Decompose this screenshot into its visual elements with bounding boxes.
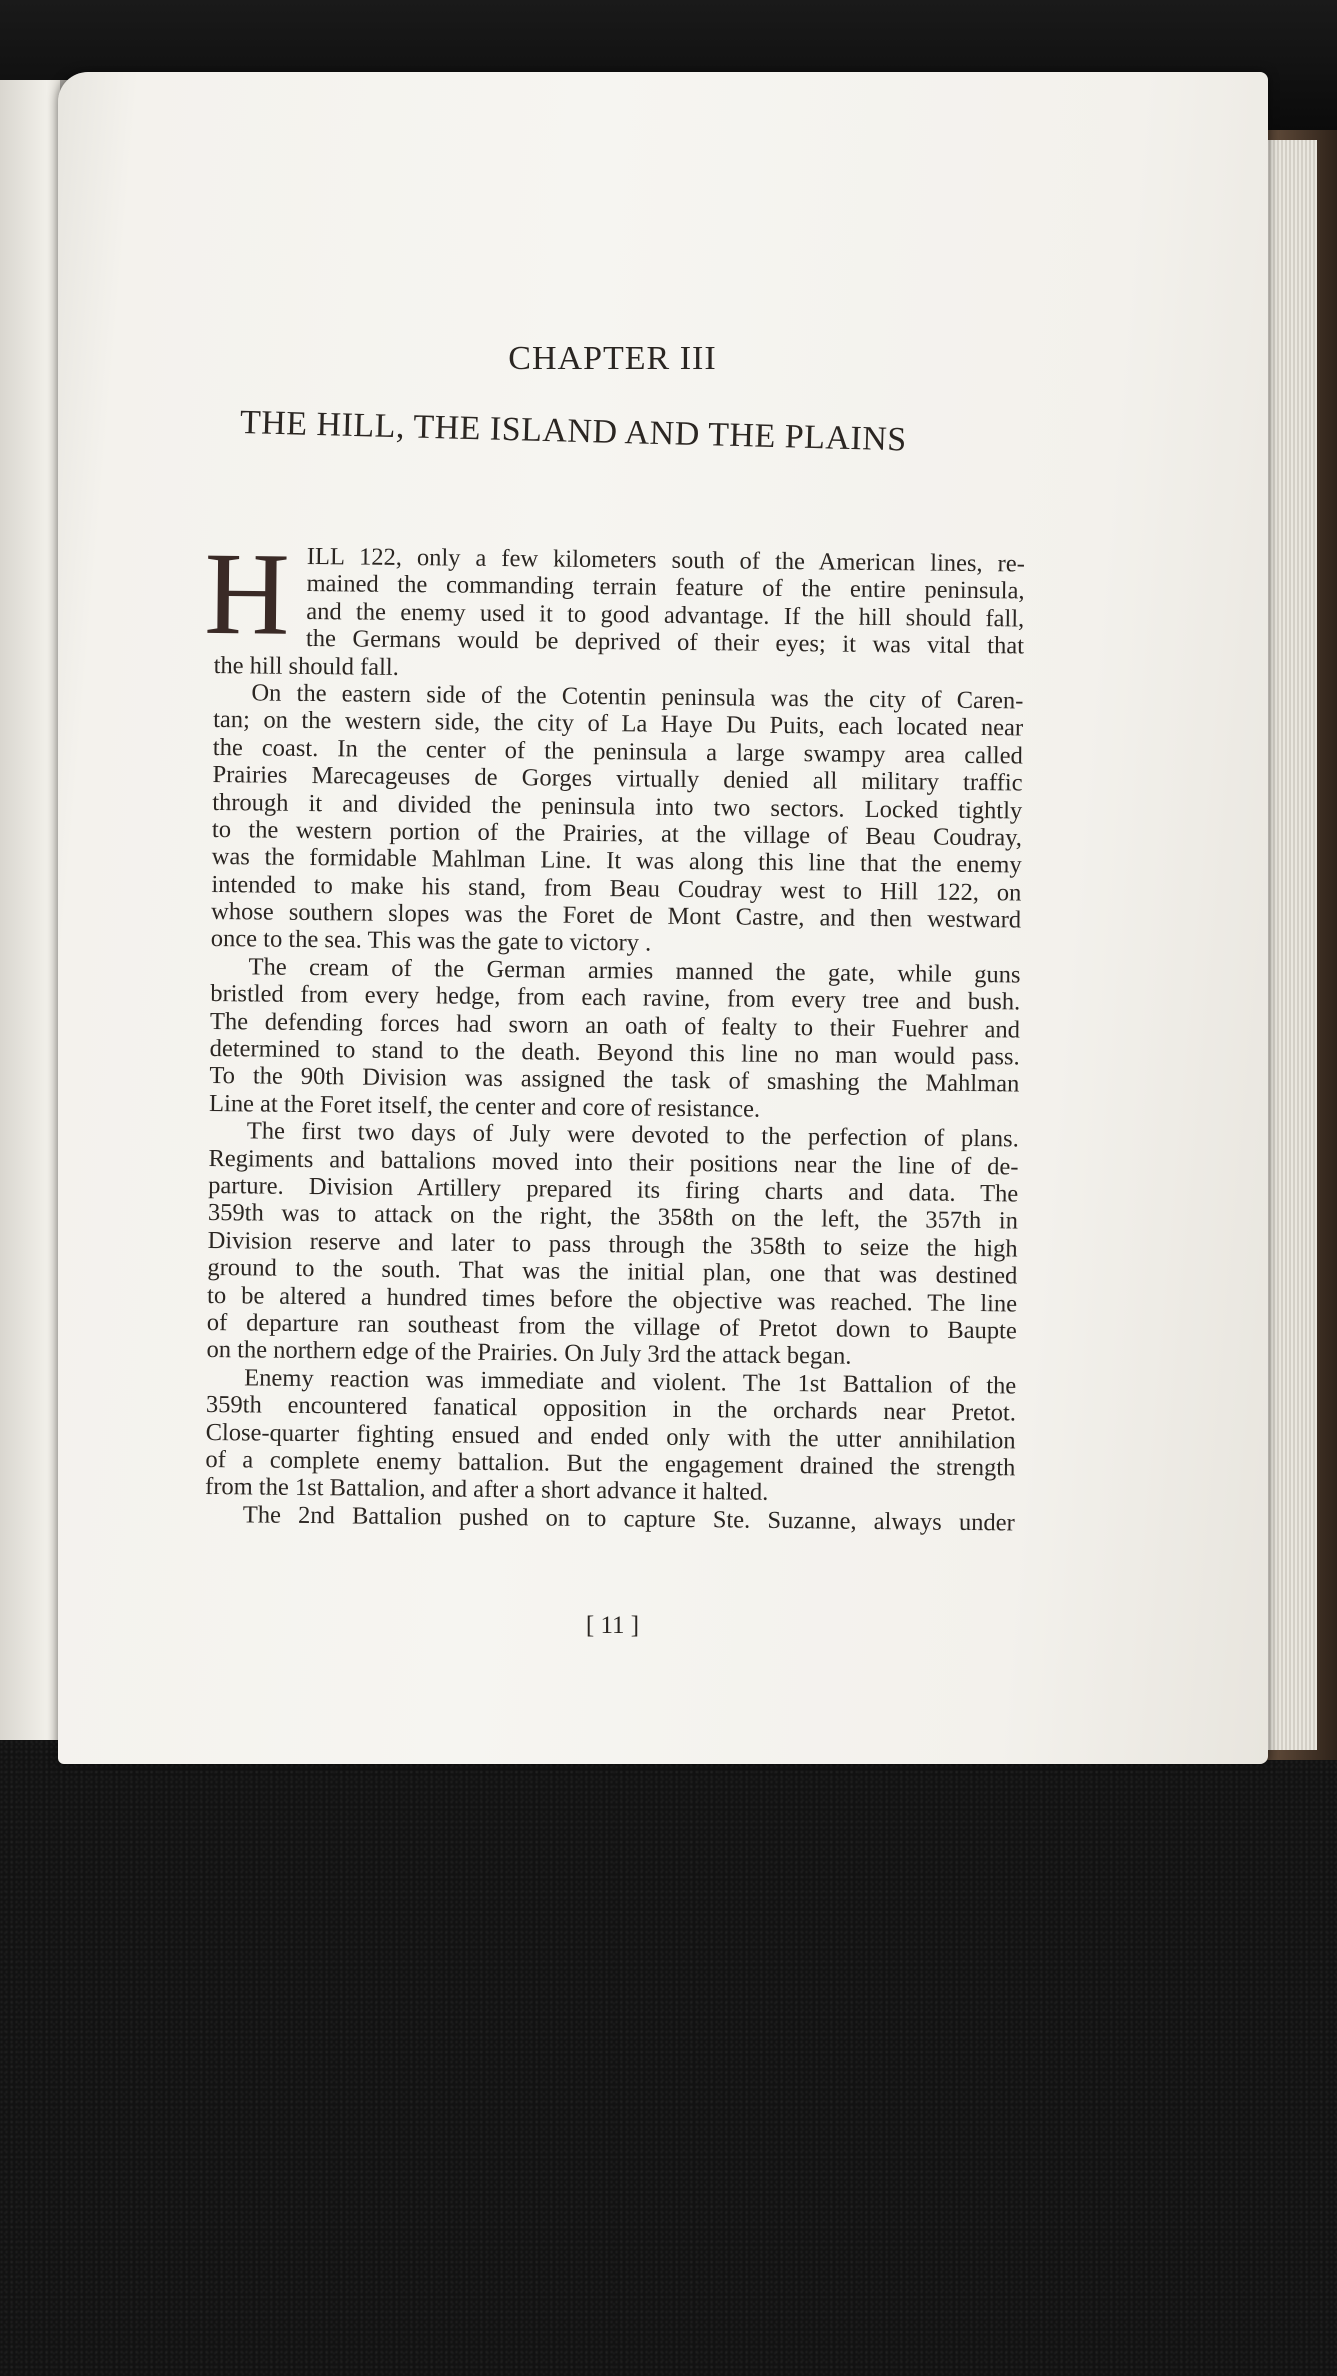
text-line: To the 90th Division was assigned the task of smashing the Mahlman: [209, 1062, 1020, 1098]
text-line: ILL 122, only a few kilometers south of the American lines, re-: [306, 542, 1025, 578]
page-number: [ 11 ]: [585, 1612, 640, 1639]
chapter-label: CHAPTER III: [508, 340, 717, 377]
text-line: Regiments and battalions moved into their positions near the line of de-: [208, 1144, 1019, 1181]
text-line: The first two days of July were devoted to the perfection of plans.: [246, 1117, 1019, 1153]
text-line: mained the commanding terrain feature of the entire peninsula,: [306, 570, 1025, 605]
body-text: [203, 527, 1025, 1537]
text-line: tan; on the western side, the city of La Haye Du Puits, each located near: [212, 706, 1024, 742]
text-line: Division reserve and later to pass through the 358th to seize the high: [207, 1226, 1018, 1263]
text-line: on the northern edge of the Prairies. On July 3rd the attack began.: [206, 1336, 852, 1371]
text-line: the Germans would be deprived of their eyes; it was vital that: [305, 625, 1025, 660]
text-line: to be altered a hundred times before the objective was reached. The line: [206, 1281, 1018, 1317]
text-line: whose southern slopes was the Foret de Mont Castre, and then westward: [210, 898, 1022, 934]
text-line: Prairies Marecageuses de Gorges virtually denied all military traffic: [212, 761, 1023, 797]
text-line: of departure ran southeast from the village of Pretot down to Baupte: [206, 1308, 1017, 1345]
text-line: the coast. In the center of the peninsula a large swampy area called: [212, 733, 1023, 770]
text-line: Line at the Foret itself, the center and core of resistance.: [208, 1089, 761, 1123]
text-line: On the eastern side of the Cotentin peninsula was the city of Caren-: [251, 679, 1024, 715]
text-line: the hill should fall.: [213, 651, 399, 681]
text-line: 359th was to attack on the right, the 358th on the left, the 357th in: [207, 1199, 1019, 1235]
text-line: determined to stand to the death. Beyond this line no man would pass.: [209, 1035, 1020, 1071]
text-line: from the 1st Battalion, and after a short advance it halted.: [204, 1473, 769, 1507]
text-line: parture. Division Artillery prepared its firing charts and data. The: [208, 1171, 1019, 1208]
text-line: The 2nd Battalion pushed on to capture Ste. Suzanne, always under: [242, 1501, 1015, 1537]
text-line: Close-quarter fighting ensued and ended only with the utter annihilation: [205, 1418, 1016, 1454]
black-cloth-surface: [0, 1740, 1337, 2376]
text-line: was the formidable Mahlman Line. It was along this line that the enemy: [211, 843, 1022, 879]
text-line: ground to the south. That was the initial plan, one that was destined: [207, 1254, 1018, 1290]
text-line: The defending forces had sworn an oath of fealty to their Fuehrer and: [209, 1007, 1021, 1044]
text-line: once to the sea. This was the gate to victory .: [210, 925, 652, 958]
drop-cap: H: [203, 527, 291, 660]
text-line: 359th encountered fanatical opposition in the orchards near Pretot.: [205, 1391, 1017, 1427]
text-line: of a complete enemy battalion. But the engagement drained the strength: [205, 1445, 1016, 1482]
text-line: intended to make his stand, from Beau Coudray west to Hill 122, on: [211, 870, 1022, 907]
text-line: The cream of the German armies manned the gate, while guns: [248, 953, 1021, 989]
text-line: and the enemy used it to good advantage. If the hill should fall,: [306, 597, 1025, 633]
text-line: to the western portion of the Prairies, at the village of Beau Coudray,: [211, 815, 1023, 852]
text-line: through it and divided the peninsula into two sectors. Locked tightly: [212, 788, 1023, 824]
text-line: Enemy reaction was immediate and violent. The 1st Battalion of the: [244, 1364, 1017, 1400]
chapter-title: THE HILL, THE ISLAND AND THE PLAINS: [239, 404, 908, 459]
text-line: bristled from every hedge, from each ravine, from every tree and bush.: [210, 980, 1021, 1016]
